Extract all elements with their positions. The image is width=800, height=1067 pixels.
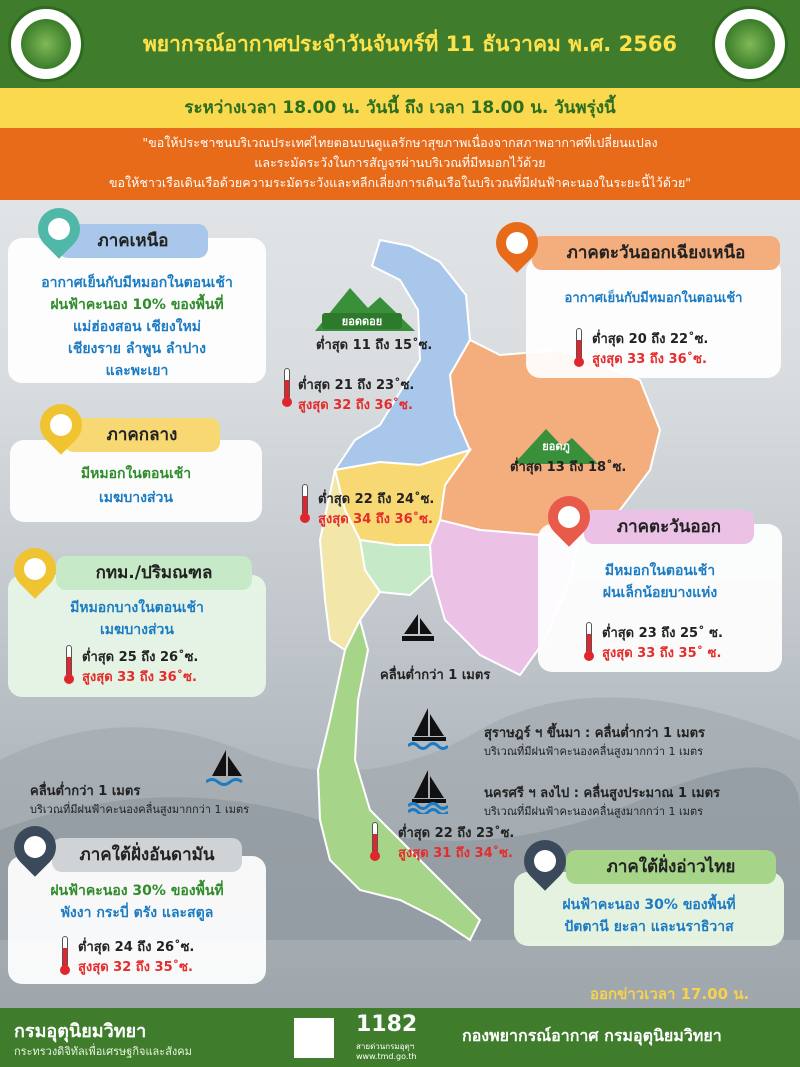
north-min-temp: ต่ำสุด 21 ถึง 23˚ซ. <box>298 378 415 393</box>
nakhon-sea-line-1: นครศรี ฯ ลงไป : คลื่นสูงประมาณ 1 เมตร <box>484 786 721 801</box>
central-min-temp: ต่ำสุด 22 ถึง 24˚ซ. <box>318 492 435 507</box>
footer-division: กองพยากรณ์อากาศ กรมอุตุนิยมวิทยา <box>462 1026 722 1045</box>
central-thermometer-icon <box>300 484 310 524</box>
east-line-2: ฝนเล็กน้อยบางแห่ง <box>602 585 718 601</box>
footer-hotline-sub: สายด่วนกรมอุตุฯ <box>356 1042 415 1051</box>
issued-time: ออกข่าวเวลา 17.00 น. <box>590 985 750 1003</box>
andaman-boat-icon <box>206 748 248 786</box>
notice-line-3: ขอให้ชาวเรือเดินเรือด้วยความระมัดระวังและหลีกเลี่ยงการเดินเรือในบริเวณที่มีฝนฟ้าคะนองในระยะนี้ไว้ด้วย" <box>108 175 692 190</box>
east-tag: ภาคตะวันออก <box>584 510 754 544</box>
north-thermometer-icon <box>282 368 292 408</box>
surat-boat-icon <box>408 706 448 750</box>
gulf-line-1: ฝนฟ้าคะนอง 30% ของพื้นที่ <box>562 897 736 913</box>
qr-code[interactable] <box>294 1018 334 1058</box>
north-line-3: แม่ฮ่องสอน เชียงใหม่ <box>72 319 202 335</box>
south-thermometer-icon <box>370 822 380 862</box>
north-tag: ภาคเหนือ <box>58 224 208 258</box>
northeast-peak-temp: ต่ำสุด 13 ถึง 18˚ซ. <box>510 460 627 475</box>
andaman-thermometer-icon <box>60 936 70 976</box>
east-thermometer-icon <box>584 622 594 662</box>
andaman-min-temp: ต่ำสุด 24 ถึง 26˚ซ. <box>78 940 195 955</box>
forecast-period: ระหว่างเวลา 18.00 น. วันนี้ ถึง เวลา 18.00 น. วันพรุ่งนี้ <box>0 88 800 128</box>
andaman-tag: ภาคใต้ฝั่งอันดามัน <box>52 838 242 872</box>
gulf-boat-icon <box>400 612 436 644</box>
notice-banner <box>0 128 800 200</box>
nakhon-sea-line-2: บริเวณที่มีฝนฟ้าคะนองคลื่นสูงมากกว่า 1 เมตร <box>484 805 704 818</box>
central-max-temp: สูงสุด 34 ถึง 36˚ซ. <box>318 512 433 527</box>
northeast-line-1: อากาศเย็นกับมีหมอกในตอนเช้า <box>564 291 743 306</box>
tmd-logo <box>712 6 788 82</box>
surat-sea-line-1: สุราษฎร์ ฯ ขึ้นมา : คลื่นต่ำกว่า 1 เมตร <box>484 726 706 741</box>
central-line-1: มีหมอกในตอนเช้า <box>80 466 192 482</box>
northeast-max-temp: สูงสุด 33 ถึง 36˚ซ. <box>592 352 707 367</box>
northeast-tag: ภาคตะวันออกเฉียงเหนือ <box>532 236 780 270</box>
andaman-sea-line-2: บริเวณที่มีฝนฟ้าคะนองคลื่นสูงมากกว่า 1 เมตร <box>30 803 250 816</box>
gulf-line-2: ปัตตานี ยะลา และนราธิวาส <box>564 919 734 935</box>
northeast-min-temp: ต่ำสุด 20 ถึง 22˚ซ. <box>592 332 709 347</box>
north-line-5: และพะเยา <box>105 363 169 379</box>
header-bar <box>0 0 800 88</box>
andaman-max-temp: สูงสุด 32 ถึง 35˚ซ. <box>78 960 193 975</box>
northeast-peak-label: ยอดภู <box>542 440 570 453</box>
central-tag: ภาคกลาง <box>64 418 220 452</box>
central-line-2: เมฆบางส่วน <box>99 490 173 506</box>
bangkok-line-1: มีหมอกบางในตอนเช้า <box>70 600 204 616</box>
north-peak-label: ยอดดอย <box>341 315 383 328</box>
notice-line-2: และระมัดระวังในการสัญจรผ่านบริเวณที่มีหมอกไว้ด้วย <box>254 155 546 170</box>
bangkok-tag: กทม./ปริมณฑล <box>56 556 252 590</box>
northeast-thermometer-icon <box>574 328 584 368</box>
gulf-tag: ภาคใต้ฝั่งอ่าวไทย <box>566 850 776 884</box>
andaman-line-1: ฝนฟ้าคะนอง 30% ของพื้นที่ <box>50 883 224 899</box>
bangkok-line-2: เมฆบางส่วน <box>100 622 174 638</box>
notice-line-1: "ขอให้ประชาชนบริเวณประเทศไทยตอนบนดูแลรักษาสุขภาพเนื่องจากสภาพอากาศที่เปลี่ยนแปลง <box>142 135 658 150</box>
gulf-wave-text: คลื่นต่ำกว่า 1 เมตร <box>380 668 491 683</box>
north-line-4: เชียงราย ลำพูน ลำปาง <box>68 341 206 357</box>
north-line-1: อากาศเย็นกับมีหมอกในตอนเช้า <box>41 275 233 291</box>
footer-bar <box>0 1008 800 1067</box>
footer-ministry: กระทรวงดิจิทัลเพื่อเศรษฐกิจและสังคม <box>14 1045 192 1058</box>
south-min-temp: ต่ำสุด 22 ถึง 23˚ซ. <box>398 826 515 841</box>
north-line-2: ฝนฟ้าคะนอง 10% ของพื้นที่ <box>50 297 224 313</box>
north-max-temp: สูงสุด 32 ถึง 36˚ซ. <box>298 398 413 413</box>
surat-sea-line-2: บริเวณที่มีฝนฟ้าคะนองคลื่นสูงมากกว่า 1 เมตร <box>484 745 704 758</box>
bangkok-min-temp: ต่ำสุด 25 ถึง 26˚ซ. <box>82 650 199 665</box>
south-max-temp: สูงสุด 31 ถึง 34˚ซ. <box>398 846 513 861</box>
bangkok-max-temp: สูงสุด 33 ถึง 36˚ซ. <box>82 670 197 685</box>
north-peak-temp: ต่ำสุด 11 ถึง 15˚ซ. <box>316 338 433 353</box>
nakhon-boat-icon <box>408 768 448 814</box>
east-min-temp: ต่ำสุด 23 ถึง 25˚ ซ. <box>602 626 723 641</box>
bangkok-thermometer-icon <box>64 645 74 685</box>
footer-hotline: 1182 <box>356 1012 418 1037</box>
ministry-logo <box>8 6 84 82</box>
north-card <box>8 238 266 383</box>
andaman-line-2: พังงา กระบี่ ตรัง และสตูล <box>60 905 214 921</box>
footer-org: กรมอุตุนิยมวิทยา <box>14 1021 147 1042</box>
page-title: พยากรณ์อากาศประจำวันจันทร์ที่ 11 ธันวาคม พ.ศ. 2566 <box>142 32 678 56</box>
footer-url[interactable]: www.tmd.go.th <box>356 1052 417 1061</box>
andaman-sea-line-1: คลื่นต่ำกว่า 1 เมตร <box>30 784 141 799</box>
peak-north-icon <box>310 283 420 333</box>
central-card <box>10 440 262 522</box>
east-line-1: มีหมอกในตอนเช้า <box>604 563 716 579</box>
east-max-temp: สูงสุด 33 ถึง 35˚ ซ. <box>602 646 722 661</box>
